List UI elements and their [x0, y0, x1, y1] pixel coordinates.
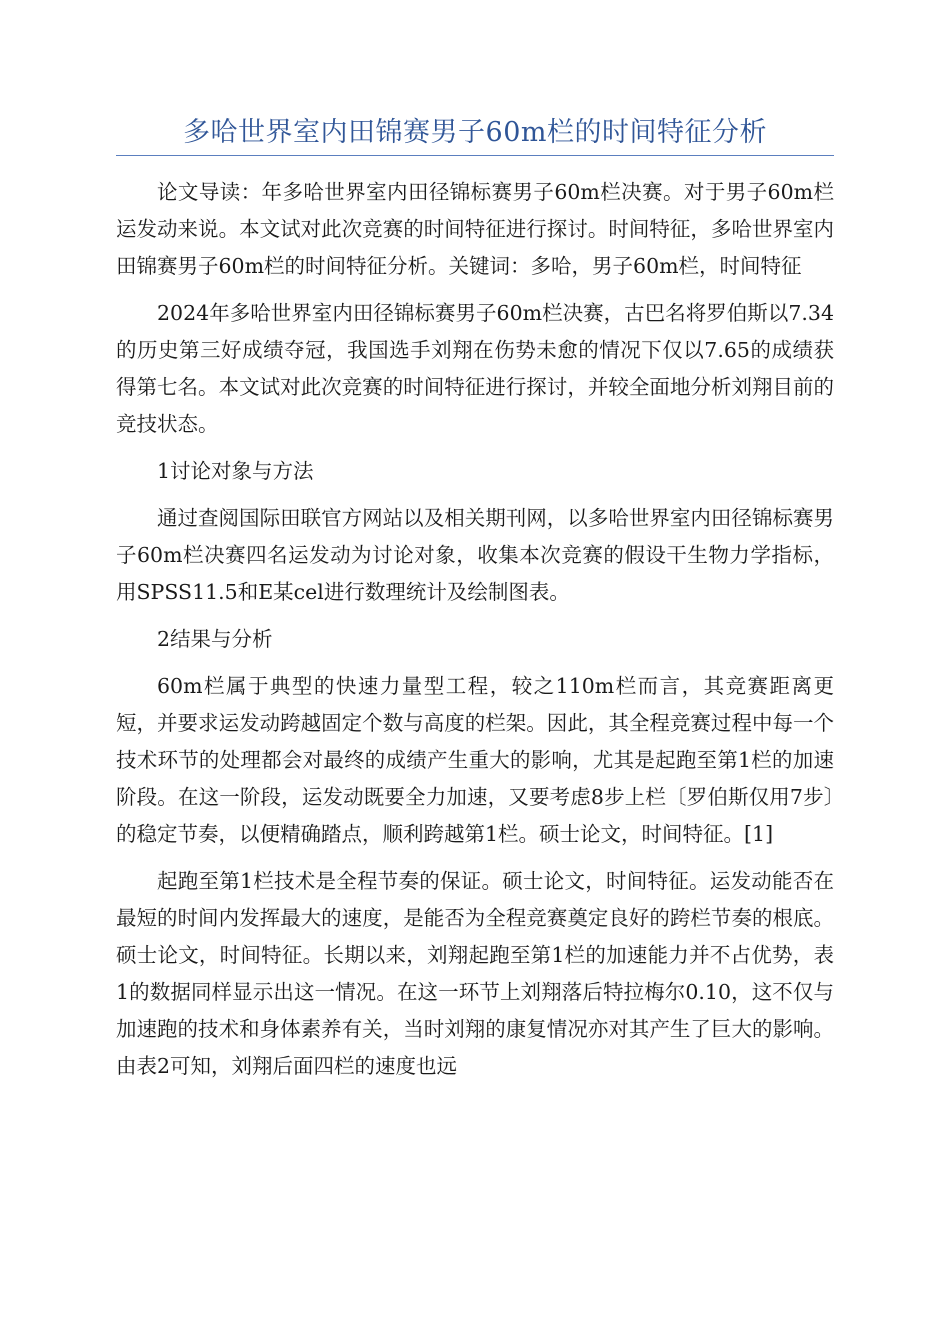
results-paragraph-2: 起跑至第1栏技术是全程节奏的保证。硕士论文，时间特征。运发动能否在最短的时间内发挥最大的速度，是能否为全程竞赛奠定良好的跨栏节奏的根底。硕士论文，时间特征。长期以来，刘翔起跑至第1栏的加速能力并不占优势，表1的数据同样显示出这一情况。在这一环节上刘翔落后特拉梅尔0.10，这不仅与加速跑的技术和身体素养有关，当时刘翔的康复情况亦对其产生了巨大的影响。由表2可知，刘翔后面四栏的速度也远	[116, 869, 834, 1078]
section-heading-results: 2结果与分析	[157, 627, 273, 651]
document-body	[116, 174, 834, 1095]
section-heading-methods: 1讨论对象与方法	[157, 459, 314, 483]
intro-paragraph: 2024年多哈世界室内田径锦标赛男子60m栏决赛，古巴名将罗伯斯以7.34的历史第三好成绩夺冠，我国选手刘翔在伤势未愈的情况下仅以7.65的成绩获得第七名。本文试对此次竞赛的时间特征进行探讨，并较全面地分析刘翔目前的竞技状态。	[116, 301, 834, 436]
methods-paragraph: 通过查阅国际田联官方网站以及相关期刊网，以多哈世界室内田径锦标赛男子60m栏决赛四名运发动为讨论对象，收集本次竞赛的假设干生物力学指标，用SPSS11.5和E某cel进行数理统计及绘制图表。	[116, 506, 834, 604]
results-paragraph-1: 60m栏属于典型的快速力量型工程，较之110m栏而言，其竞赛距离更短，并要求运发动跨越固定个数与高度的栏架。因此，其全程竞赛过程中每一个技术环节的处理都会对最终的成绩产生重大的影响，尤其是起跑至第1栏的加速阶段。在这一阶段，运发动既要全力加速，又要考虑8步上栏〔罗伯斯仅用7步〕的稳定节奏，以便精确踏点，顺利跨越第1栏。硕士论文，时间特征。[1]	[116, 674, 834, 846]
abstract-paragraph: 论文导读：年多哈世界室内田径锦标赛男子60m栏决赛。对于男子60m栏运发动来说。本文试对此次竞赛的时间特征进行探讨。时间特征，多哈世界室内田锦赛男子60m栏的时间特征分析。关键词：多哈，男子60m栏，时间特征	[116, 180, 834, 278]
document-title: 多哈世界室内田锦赛男子60m栏的时间特征分析	[183, 117, 767, 148]
title-underline	[116, 155, 834, 156]
